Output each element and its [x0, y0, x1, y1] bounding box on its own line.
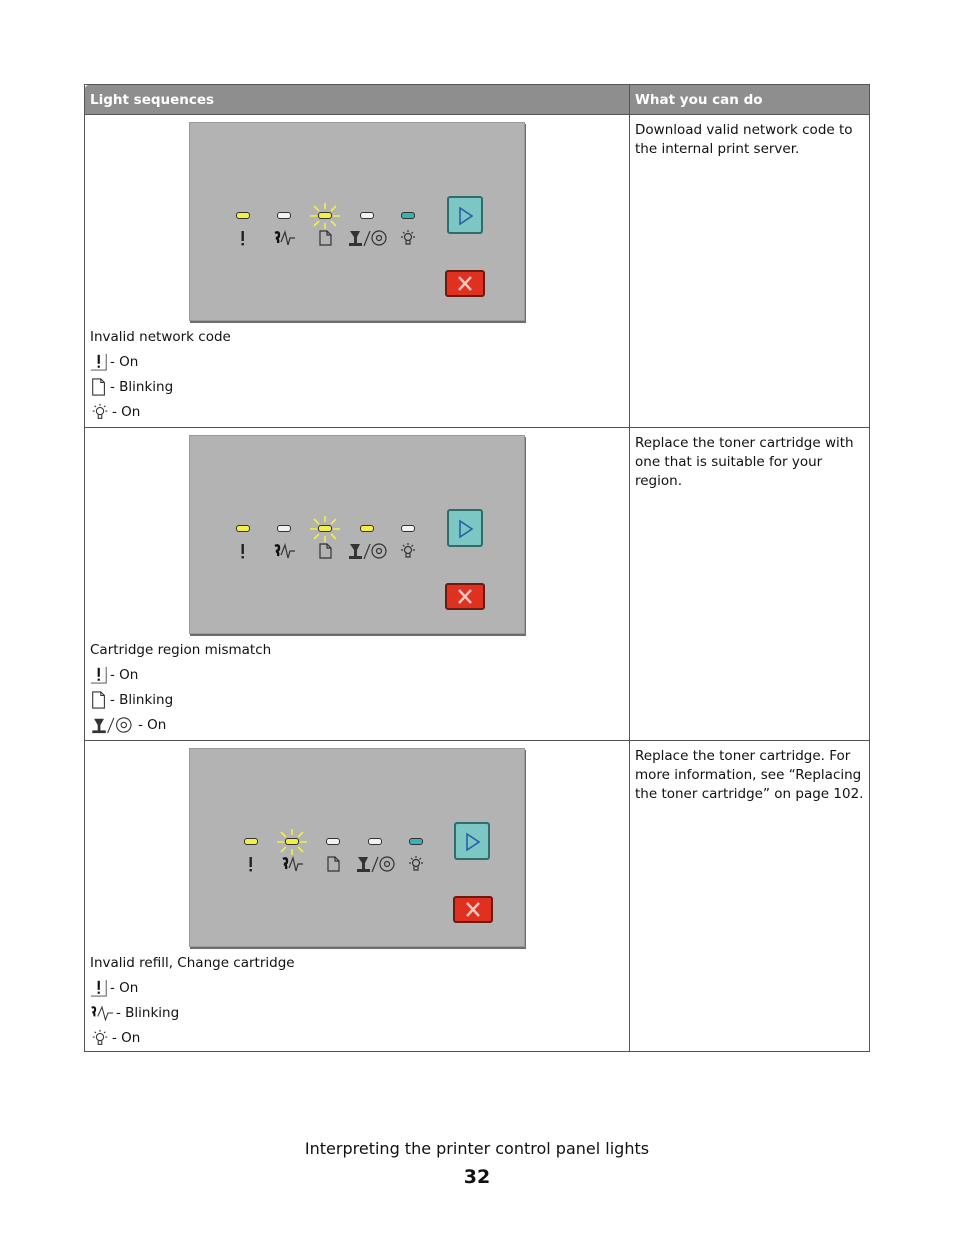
sequence-caption: Cartridge region mismatch — [90, 642, 272, 658]
indicator-light — [277, 525, 291, 532]
header-what-you-can-do: What you can do — [630, 85, 870, 115]
indicator-light — [360, 212, 374, 219]
error-icon — [90, 353, 108, 371]
paper-jam-icon — [271, 229, 297, 247]
status-text: - On — [110, 667, 139, 683]
sequence-caption: Invalid network code — [90, 329, 231, 345]
toner-drum-icon — [348, 229, 388, 247]
status-text: - On — [110, 354, 139, 370]
paper-icon — [90, 378, 108, 396]
ready-icon — [90, 403, 110, 421]
toner-drum-icon — [356, 855, 396, 873]
paper-jam-icon — [279, 855, 305, 873]
toner-drum-icon — [90, 716, 136, 734]
error-icon — [90, 979, 108, 997]
status-text: - Blinking — [110, 379, 174, 395]
stop-button-icon — [445, 270, 485, 297]
table-row — [85, 115, 870, 428]
load-paper-icon — [320, 855, 346, 873]
indicator-light — [285, 838, 299, 845]
footer-title: Interpreting the printer control panel lights — [304, 1139, 650, 1158]
light-sequence-cell — [85, 115, 630, 428]
light-status — [90, 666, 138, 684]
stop-button-icon — [445, 583, 485, 610]
ready-icon — [90, 1029, 110, 1047]
continue-button-icon — [454, 822, 490, 860]
action-text: Download valid network code to the internal print server. — [630, 115, 870, 428]
continue-button-icon — [447, 509, 483, 547]
light-sequence-cell — [85, 741, 630, 1052]
indicator-light — [244, 838, 258, 845]
status-text: - On — [112, 1030, 141, 1046]
table-row — [85, 428, 870, 741]
light-sequences-table — [84, 84, 870, 1052]
ready-icon — [395, 542, 421, 560]
control-panel-illustration — [189, 122, 525, 321]
error-icon — [90, 666, 108, 684]
indicator-light — [326, 838, 340, 845]
control-panel-illustration — [189, 748, 525, 947]
light-status — [90, 403, 140, 421]
indicator-light — [236, 212, 250, 219]
paper-jam-icon — [271, 542, 297, 560]
paper-icon — [90, 691, 108, 709]
error-icon — [230, 229, 256, 247]
indicator-light — [318, 212, 332, 219]
load-paper-icon — [312, 542, 338, 560]
light-status — [90, 979, 138, 997]
light-status — [90, 1029, 140, 1047]
status-text: - Blinking — [116, 1005, 180, 1021]
indicator-light — [401, 525, 415, 532]
error-icon — [230, 542, 256, 560]
action-text: Replace the toner cartridge. For more information, see “Replacing the toner cartridge” on page 102. — [630, 741, 870, 1052]
indicator-light — [401, 212, 415, 219]
error-icon — [238, 855, 264, 873]
light-status — [90, 378, 173, 396]
indicator-light — [409, 838, 423, 845]
status-text: - Blinking — [110, 692, 174, 708]
table-row — [85, 741, 870, 1052]
indicator-light — [277, 212, 291, 219]
light-status — [90, 716, 166, 734]
load-paper-icon — [312, 229, 338, 247]
indicator-light — [360, 525, 374, 532]
page-number: 32 — [463, 1166, 491, 1188]
continue-button-icon — [447, 196, 483, 234]
ready-icon — [403, 855, 429, 873]
paper-jam-icon — [90, 1004, 114, 1022]
light-status — [90, 691, 173, 709]
stop-button-icon — [453, 896, 493, 923]
light-sequence-cell — [85, 428, 630, 741]
sequence-caption: Invalid refill, Change cartridge — [90, 955, 295, 971]
ready-icon — [395, 229, 421, 247]
light-status — [90, 1004, 179, 1022]
indicator-light — [318, 525, 332, 532]
status-text: - On — [110, 980, 139, 996]
indicator-light — [236, 525, 250, 532]
header-light-sequences: Light sequences — [85, 85, 630, 115]
light-status — [90, 353, 138, 371]
status-text: - On — [112, 404, 141, 420]
control-panel-illustration — [189, 435, 525, 634]
toner-drum-icon — [348, 542, 388, 560]
indicator-light — [368, 838, 382, 845]
action-text: Replace the toner cartridge with one that is suitable for your region. — [630, 428, 870, 741]
status-text: - On — [138, 717, 167, 733]
